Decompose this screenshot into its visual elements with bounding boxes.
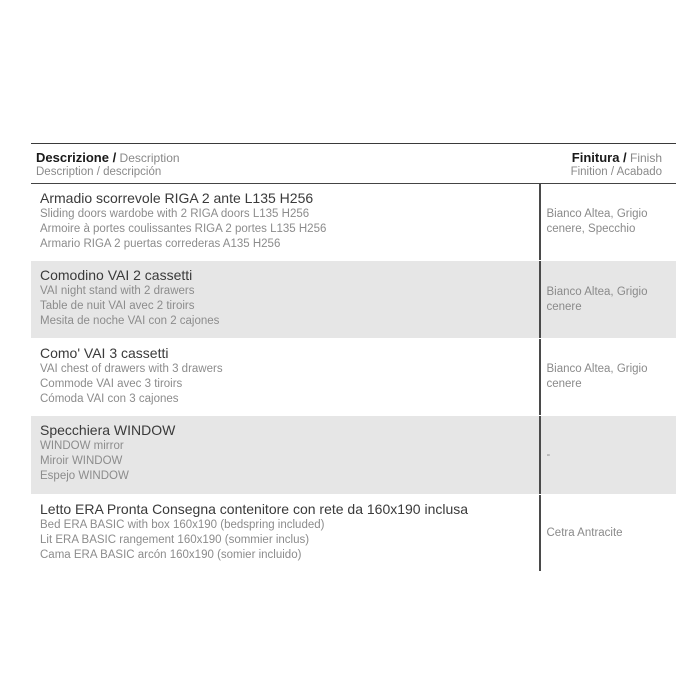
description-header	[36, 151, 180, 179]
row-description	[31, 184, 539, 260]
row-line-fr: Miroir WINDOW	[40, 455, 123, 467]
row-line-en: VAI chest of drawers with 3 drawers	[40, 363, 223, 375]
row-title: Letto ERA Pronta Consegna contenitore con rete da 160x190 inclusa	[40, 501, 469, 517]
table-row	[31, 184, 676, 261]
row-title: Specchiera WINDOW	[40, 422, 176, 438]
table-row	[31, 416, 676, 495]
row-line-fr: Commode VAI avec 3 tiroirs	[40, 378, 183, 390]
row-finish: Bianco Altea, Grigio cenere, Specchio	[546, 208, 648, 235]
finish-header-title: Finitura /	[571, 150, 627, 165]
row-description	[31, 495, 539, 571]
row-line-es: Mesita de noche VAI con 2 cajones	[40, 315, 220, 327]
row-line-es: Armario RIGA 2 puertas correderas A135 H256	[40, 238, 281, 250]
finish-header-en: Finish	[626, 151, 662, 165]
row-finish: Cetra Antracite	[546, 526, 623, 539]
row-line-en: Bed ERA BASIC with box 160x190 (bedspring included)	[40, 519, 325, 531]
row-line-en: VAI night stand with 2 drawers	[40, 285, 195, 297]
row-title: Armadio scorrevole RIGA 2 ante L135 H256	[40, 190, 314, 206]
table-row	[31, 495, 676, 572]
row-line-es: Cómoda VAI con 3 cajones	[40, 393, 179, 405]
row-line-en: Sliding doors wardobe with 2 RIGA doors L135 H256	[40, 208, 310, 220]
row-finish: -	[546, 448, 551, 461]
table-row	[31, 339, 676, 416]
table-header	[31, 144, 676, 184]
table-row	[31, 261, 676, 339]
row-description	[31, 261, 539, 338]
row-line-fr: Table de nuit VAI avec 2 tiroirs	[40, 300, 195, 312]
row-description	[31, 339, 539, 415]
row-title: Como' VAI 3 cassetti	[40, 345, 169, 361]
finish-header-subtitle: Finition / Acabado	[570, 166, 662, 178]
description-header-title: Descrizione /	[36, 150, 117, 165]
row-title: Comodino VAI 2 cassetti	[40, 267, 193, 283]
description-header-subtitle: Description / descripción	[36, 166, 162, 178]
row-line-en: WINDOW mirror	[40, 440, 124, 452]
description-header-en: Description	[116, 151, 180, 165]
row-line-es: Cama ERA BASIC arcón 160x190 (somier incluido)	[40, 549, 302, 561]
product-table	[31, 143, 676, 572]
row-finish: Bianco Altea, Grigio cenere	[546, 363, 648, 390]
row-line-es: Espejo WINDOW	[40, 470, 129, 482]
finish-header	[571, 151, 662, 179]
row-line-fr: Lit ERA BASIC rangement 160x190 (sommier inclus)	[40, 534, 310, 546]
row-finish: Bianco Altea, Grigio cenere	[546, 285, 648, 313]
row-line-fr: Armoire à portes coulissantes RIGA 2 portes L135 H256	[40, 223, 327, 235]
row-description	[31, 416, 539, 494]
